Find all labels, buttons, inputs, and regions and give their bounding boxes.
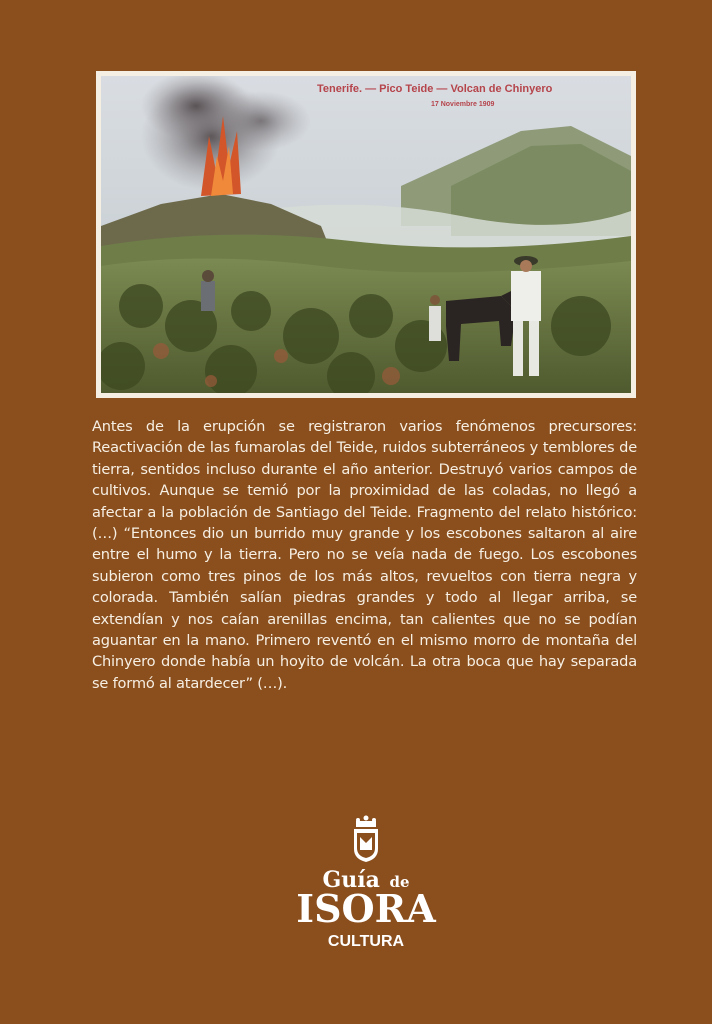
logo-word-cultura: CULTURA — [327, 933, 405, 950]
historic-postcard-photo — [96, 71, 636, 398]
coat-of-arms-icon — [351, 815, 381, 863]
volcano-landscape-illustration — [101, 76, 631, 393]
person-figure-small — [429, 295, 441, 341]
guia-de-isora-cultura-logo — [296, 815, 436, 965]
person-figure-left — [201, 270, 215, 311]
logo-word-isora: ISORA — [296, 886, 436, 931]
postcard-caption-title: Tenerife. — Pico Teide — Volcan de Chinyero — [317, 83, 553, 95]
postcard-caption-date: 17 Noviembre 1909 — [431, 101, 495, 108]
logo-word-guia: Guía de — [322, 867, 410, 893]
body-paragraph: Antes de la erupción se registraron varios fenómenos precursores: Reactivación de las fumarolas del Teide, ruidos subterráneos y temblores de tierra, sentidos incluso durante el año anterior. Destruyó varios campos de cultivos. Aunque se temió por la proximidad de las coladas, no llegó a afectar a la población de Santiago del Teide. Fragmento del relato histórico: (…) “Entonces dio un burrido muy grande y los escobones saltaron al aire entre el humo y la tierra. Pero no se veía nada de fuego. Los escobones subieron como tres pinos de los más altos, revueltos con tierra negra y colorada. También salían piedras grandes y todo al llegar arriba, se extendían y nos caían arenillas encima, tan calientes que no se podían aguantar en la mano. Primero reventó en el mismo morro de montaña del Chinyero donde había un hoyito de volcán. La otra boca que hay separada se formó al atardecer” (…). — [92, 418, 637, 692]
